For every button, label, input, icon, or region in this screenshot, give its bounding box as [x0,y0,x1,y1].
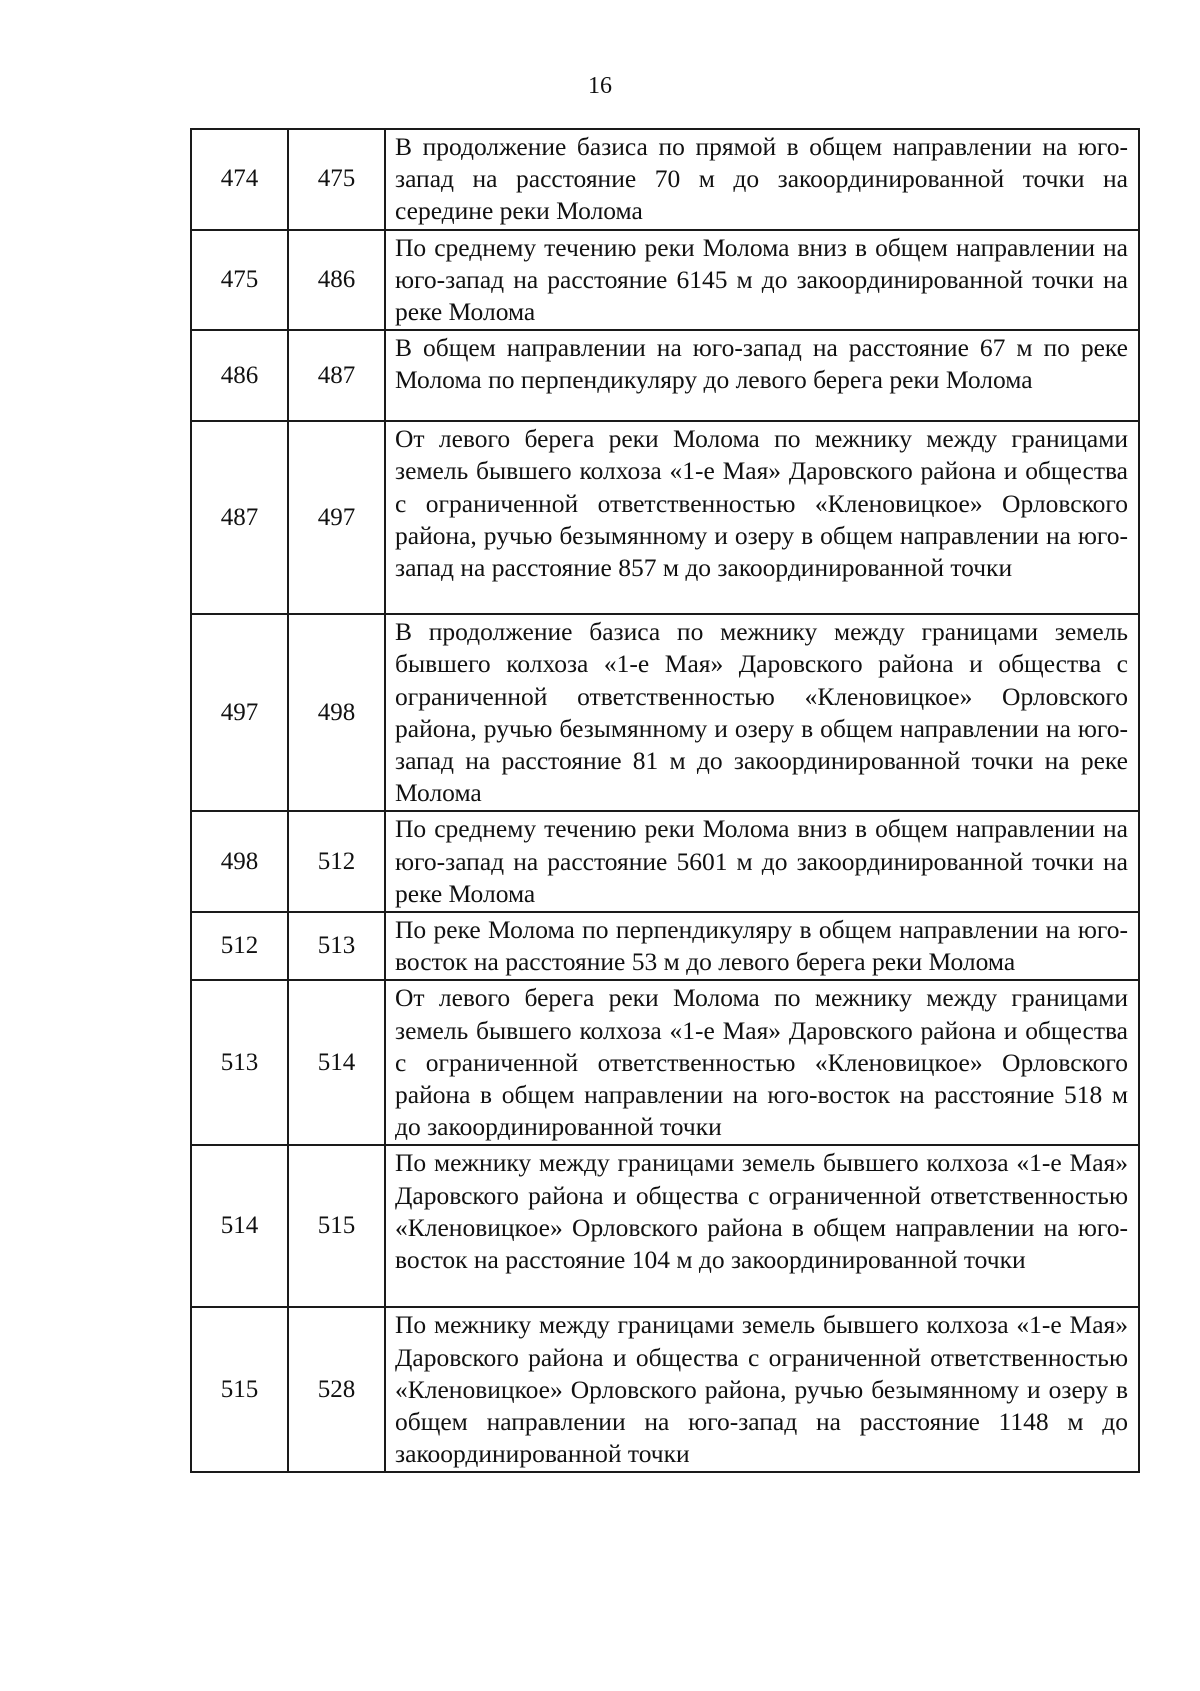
to-point-cell: 513 [288,912,385,980]
to-point-cell: 514 [288,980,385,1145]
from-point-cell: 487 [191,421,288,614]
table-row [191,980,1139,1145]
to-point-cell: 475 [288,129,385,230]
to-point-cell: 528 [288,1307,385,1472]
to-point-cell: 515 [288,1145,385,1307]
from-point-cell: 497 [191,614,288,811]
page-number: 16 [588,73,612,99]
description-cell: В продолжение базиса по межнику между границами земель бывшего колхоза «1-е Мая» Даровского района и общества с ограниченной ответственностью «Кленовицкое» Орловского района, ручью безымянному и озеру в общем направлении на юго-запад на расстояние 81 м до закоординированной точки на реке Молома [385,614,1139,811]
table-row [191,421,1139,614]
description-cell: По межнику между границами земель бывшего колхоза «1-е Мая» Даровского района и общества с ограниченной ответственностью «Кленовицкое» Орловского района в общем направлении на юго-восток на расстояние 104 м до закоординированной точки [385,1145,1139,1307]
table-row [191,614,1139,811]
table-row [191,1145,1139,1307]
table-row [191,1307,1139,1472]
to-point-cell: 498 [288,614,385,811]
to-point-cell: 486 [288,230,385,331]
table-row [191,129,1139,230]
from-point-cell: 498 [191,811,288,912]
description-cell: От левого берега реки Молома по межнику между границами земель бывшего колхоза «1-е Мая» Даровского района и общества с ограниченной ответственностью «Кленовицкое» Орловского района в общем направлении на юго-восток на расстояние 518 м до закоординированной точки [385,980,1139,1145]
description-cell: По межнику между границами земель бывшего колхоза «1-е Мая» Даровского района и общества с ограниченной ответственностью «Кленовицкое» Орловского района, ручью безымянному и озеру в общем направлении на юго-запад на расстояние 1148 м до закоординированной точки [385,1307,1139,1472]
from-point-cell: 513 [191,980,288,1145]
boundary-description-table [190,128,1140,1473]
to-point-cell: 512 [288,811,385,912]
from-point-cell: 515 [191,1307,288,1472]
to-point-cell: 497 [288,421,385,614]
description-cell: По среднему течению реки Молома вниз в общем направлении на юго-запад на расстояние 5601 м до закоординированной точки на реке Молома [385,811,1139,912]
description-cell: В продолжение базиса по прямой в общем направлении на юго-запад на расстояние 70 м до закоординированной точки на середине реки Молома [385,129,1139,230]
table-row [191,912,1139,980]
description-cell: От левого берега реки Молома по межнику между границами земель бывшего колхоза «1-е Мая» Даровского района и общества с ограниченной ответственностью «Кленовицкое» Орловского района, ручью безымянному и озеру в общем направлении на юго-запад на расстояние 857 м до закоординированной точки [385,421,1139,614]
table-row [191,230,1139,331]
from-point-cell: 475 [191,230,288,331]
table-row [191,330,1139,421]
from-point-cell: 512 [191,912,288,980]
from-point-cell: 514 [191,1145,288,1307]
from-point-cell: 474 [191,129,288,230]
description-cell: По реке Молома по перпендикуляру в общем направлении на юго-восток на расстояние 53 м до левого берега реки Молома [385,912,1139,980]
table-row [191,811,1139,912]
from-point-cell: 486 [191,330,288,421]
description-cell: В общем направлении на юго-запад на расстояние 67 м по реке Молома по перпендикуляру до левого берега реки Молома [385,330,1139,421]
description-cell: По среднему течению реки Молома вниз в общем направлении на юго-запад на расстояние 6145 м до закоординированной точки на реке Молома [385,230,1139,331]
to-point-cell: 487 [288,330,385,421]
